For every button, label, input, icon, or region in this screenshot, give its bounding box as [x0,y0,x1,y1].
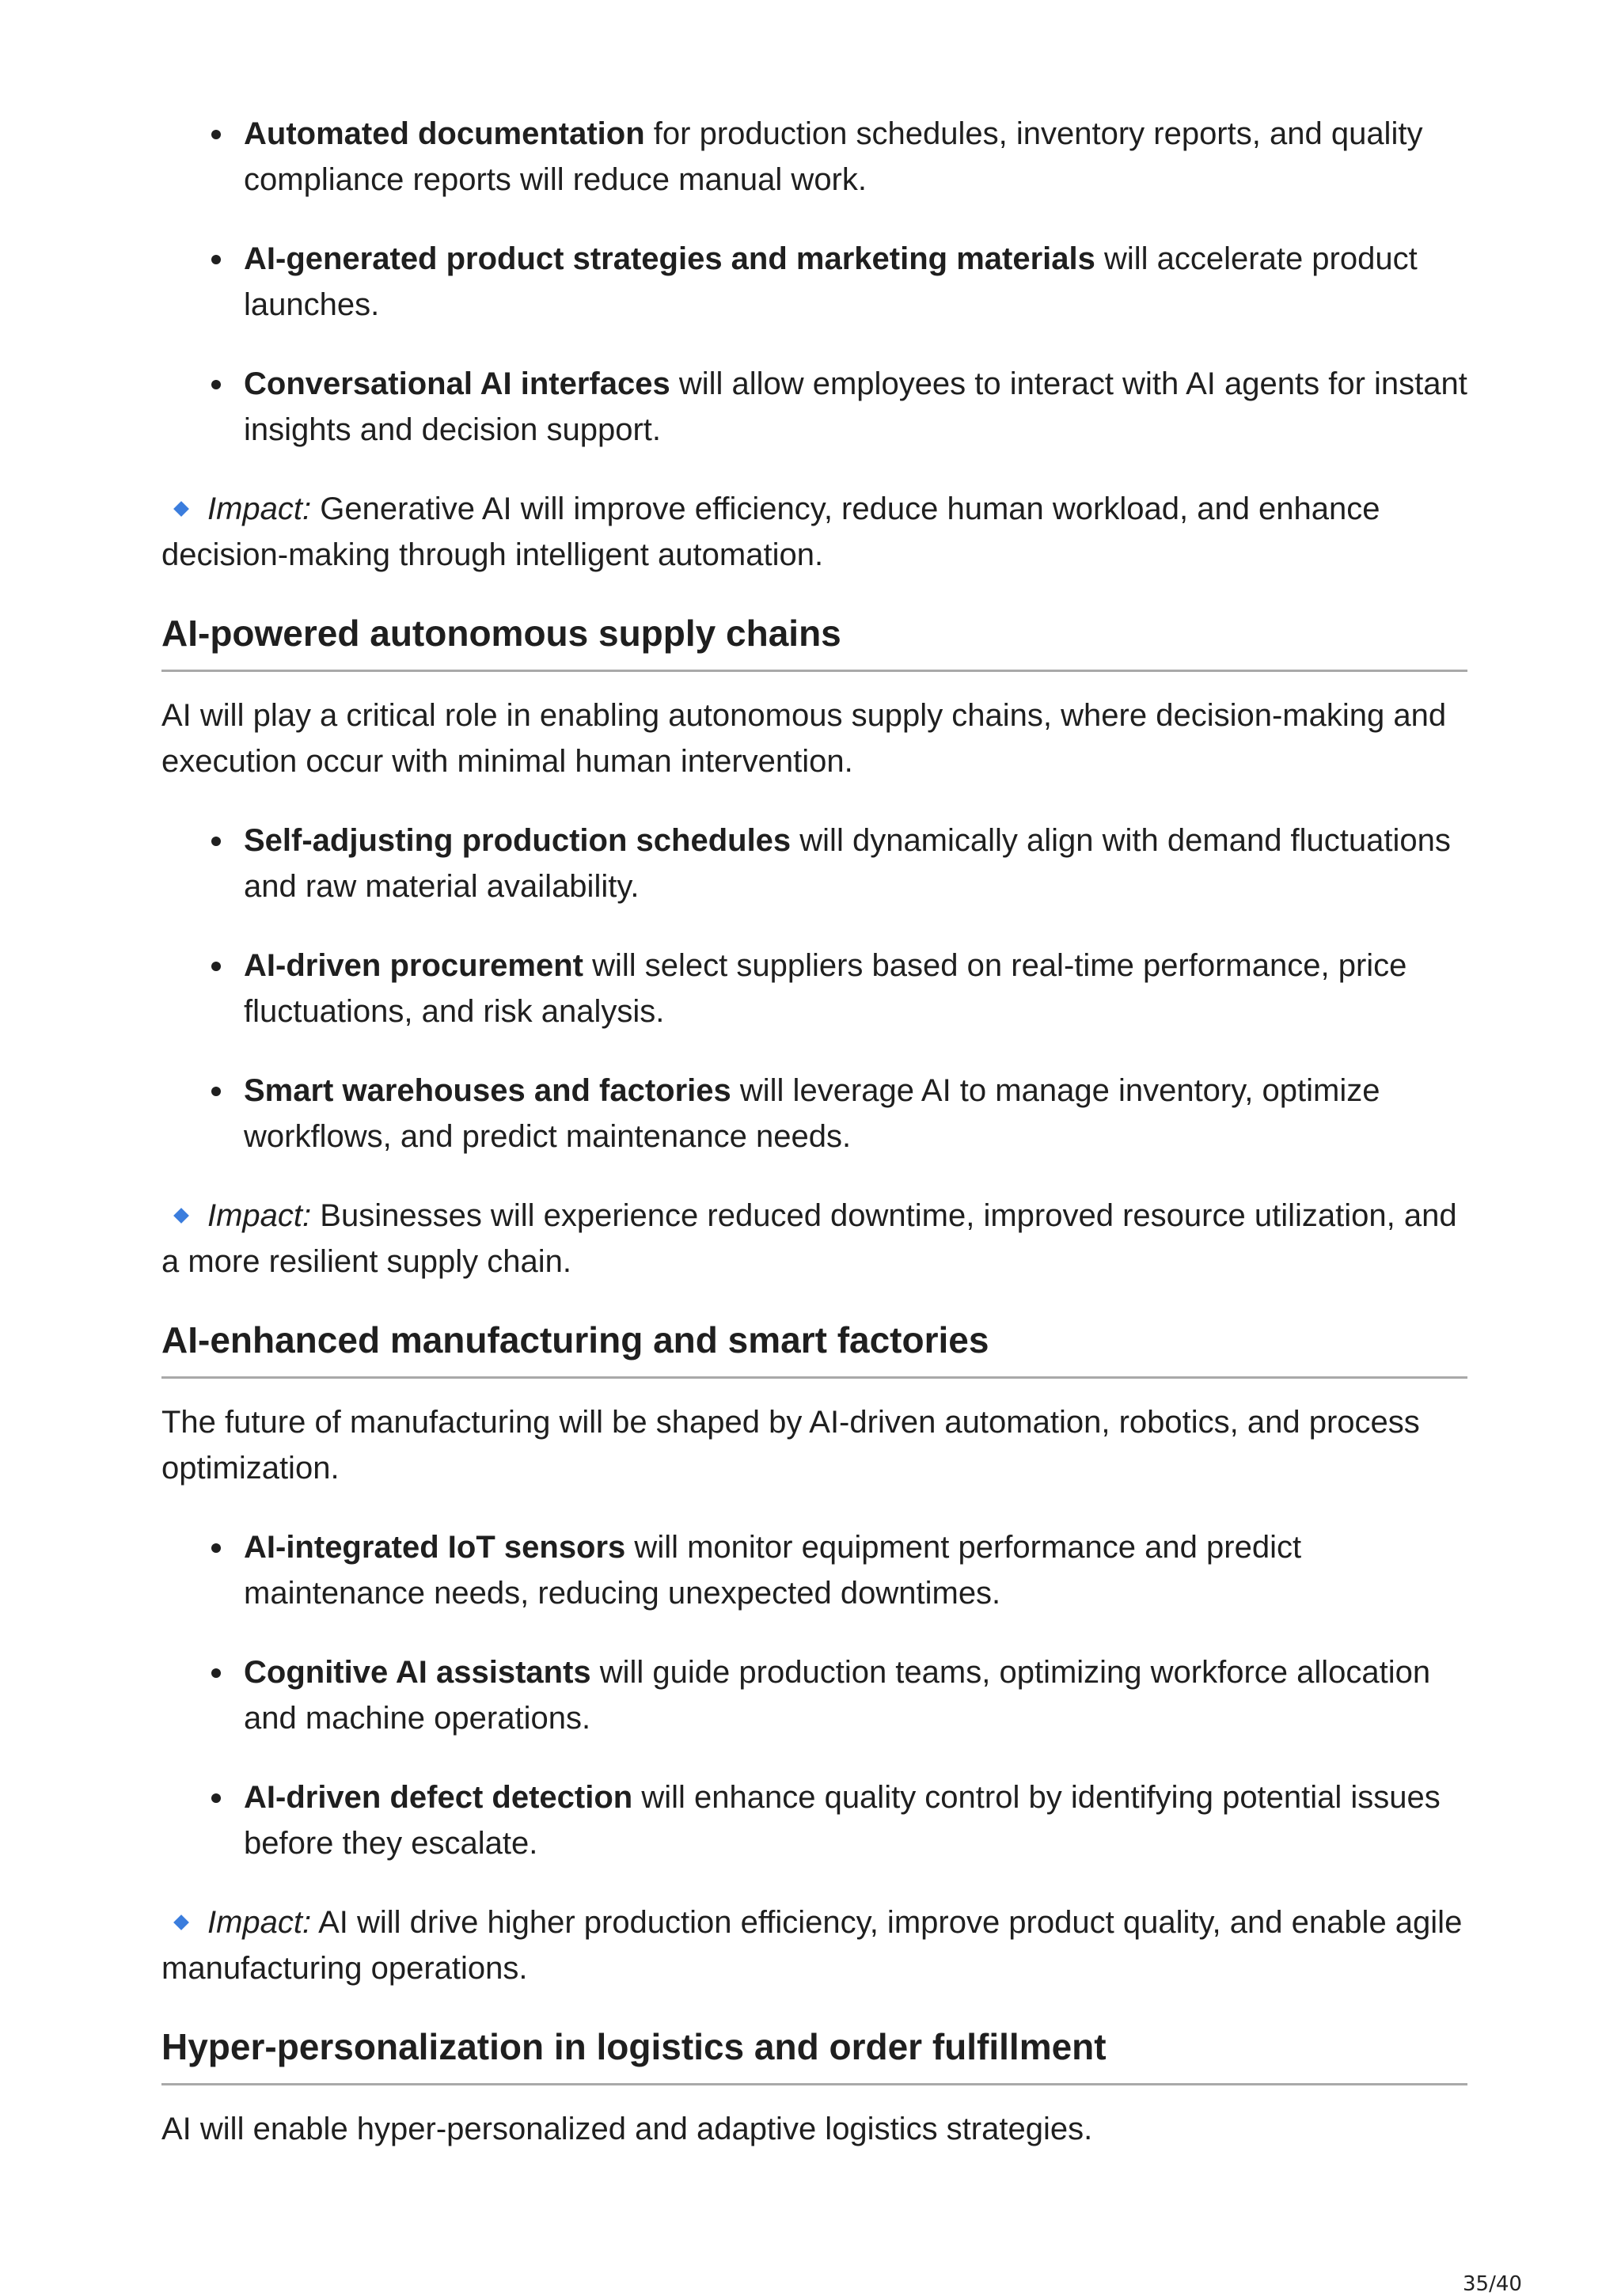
item-text: will leverage AI to manage inventory, optimize workflows, and predict maintenance needs. [244,1073,1380,1154]
item-term: AI-integrated IoT sensors [244,1530,626,1565]
item-text: will allow employees to interact with AI agents for instant insights and decision support. [244,366,1467,447]
list-item [244,1524,1467,1616]
impact-paragraph [161,1193,1467,1285]
item-text: will accelerate product launches. [244,241,1418,322]
item-term: Cognitive AI assistants [244,1655,591,1690]
bullet-list [161,818,1467,1159]
item-text: will monitor equipment performance and predict maintenance needs, reducing unexpected downtimes. [244,1530,1302,1611]
section-intro: The future of manufacturing will be shaped by AI-driven automation, robotics, and process optimization. [161,1405,1420,1486]
item-term: Conversational AI interfaces [244,366,670,401]
impact-label: Impact: [207,1905,312,1940]
impact-label: Impact: [207,491,312,526]
section-intro: AI will play a critical role in enabling autonomous supply chains, where decision-making and execution occur with minimal human intervention. [161,698,1447,779]
list-item [244,361,1467,453]
item-term: AI-driven procurement [244,948,583,983]
item-term: AI-generated product strategies and marketing materials [244,241,1095,276]
impact-text: Generative AI will improve efficiency, reduce human workload, and enhance decision-making through intelligent automation. [161,491,1380,572]
item-text: will select suppliers based on real-time performance, price fluctuations, and risk analysis. [244,948,1407,1029]
item-text: for production schedules, inventory reports, and quality compliance reports will reduce manual work. [244,116,1423,197]
bullet-list [161,111,1467,453]
document-body [161,111,1467,2185]
blue-diamond-icon [173,1209,189,1224]
list-item [244,1774,1467,1866]
impact-paragraph [161,486,1467,578]
section-heading: Hyper-personalization in logistics and order fulfillment [161,2025,1467,2085]
item-text: will guide production teams, optimizing workforce allocation and machine operations. [244,1655,1431,1736]
impact-text: Businesses will experience reduced downtime, improved resource utilization, and a more resilient supply chain. [161,1198,1457,1279]
item-term: Automated documentation [244,116,645,151]
list-item [244,943,1467,1034]
item-text: will dynamically align with demand fluctuations and raw material availability. [244,823,1451,904]
list-item [244,1068,1467,1159]
item-term: Smart warehouses and factories [244,1073,731,1108]
impact-paragraph [161,1899,1467,1991]
item-term: AI-driven defect detection [244,1780,633,1815]
item-text: will enhance quality control by identifying potential issues before they escalate. [244,1780,1441,1861]
section-intro: AI will enable hyper-personalized and adaptive logistics strategies. [161,2112,1093,2146]
page-number: 35/40 [1463,2272,1522,2296]
section-heading: AI-enhanced manufacturing and smart factories [161,1318,1467,1379]
impact-label: Impact: [207,1198,312,1233]
list-item [244,111,1467,203]
item-term: Self-adjusting production schedules [244,823,792,858]
impact-text: AI will drive higher production efficiency, improve product quality, and enable agile manufacturing operations. [161,1905,1463,1986]
blue-diamond-icon [173,1915,189,1931]
bullet-list [161,1524,1467,1866]
list-item [244,236,1467,328]
blue-diamond-icon [173,502,189,518]
list-item [244,1649,1467,1741]
list-item [244,818,1467,909]
section-heading: AI-powered autonomous supply chains [161,611,1467,672]
